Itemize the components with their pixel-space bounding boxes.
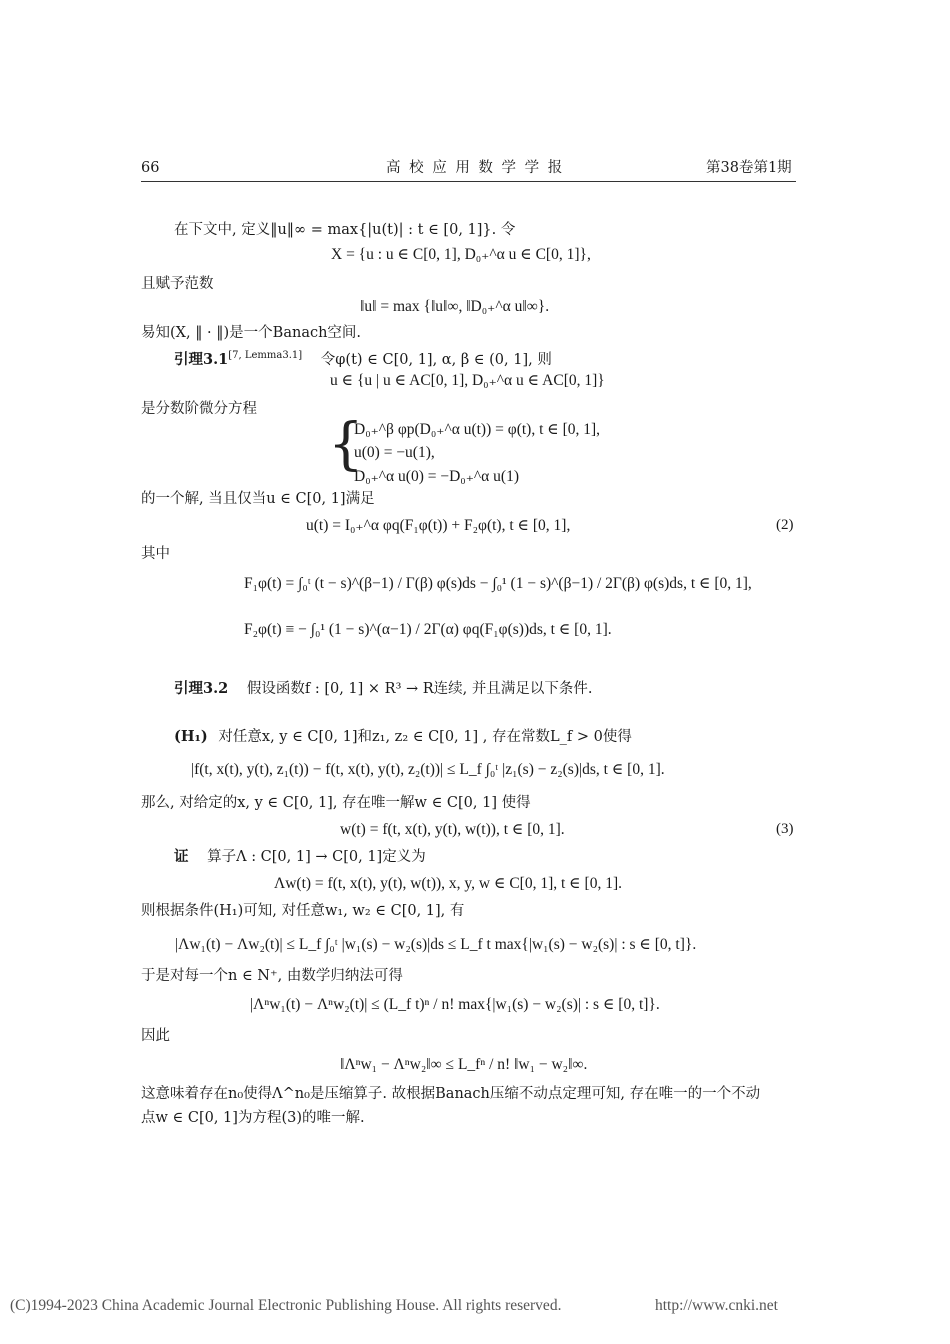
paragraph-line: 于是对每一个n ∈ N⁺, 由数学归纳法可得 <box>141 968 403 984</box>
paragraph-line: 因此 <box>141 1028 170 1044</box>
equation: |f(t, x(t), y(t), z₁(t)) − f(t, x(t), y(t), z₂(t))| ≤ L_f ∫₀ᵗ |z₁(s) − z₂(s)|ds, t ∈ [0, 1]. <box>191 761 665 778</box>
equation: Λw(t) = f(t, x(t), y(t), w(t)), x, y, w ∈ C[0, 1], t ∈ [0, 1]. <box>274 875 622 892</box>
equation-number: (2) <box>776 517 794 533</box>
header-rule <box>141 181 796 182</box>
paragraph-line: 这意味着存在n₀使得Λ^n₀是压缩算子. 故根据Banach压缩不动点定理可知, 存在唯一的一个不动 <box>141 1086 761 1102</box>
equation: F₁φ(t) = ∫₀ᵗ (t − s)^(β−1) / Γ(β) φ(s)ds − ∫₀¹ (1 − s)^(β−1) / 2Γ(β) φ(s)ds, t ∈ [0, 1], <box>244 575 752 592</box>
paragraph-line: 在下文中, 定义‖u‖∞ = max{|u(t)| : t ∈ [0, 1]}. 令 <box>174 222 516 238</box>
lemma-citation: [7, Lemma3.1] <box>228 350 303 361</box>
lemma-statement: 令φ(t) ∈ C[0, 1], α, β ∈ (0, 1], 则 <box>320 351 552 368</box>
equation: |Λⁿw₁(t) − Λⁿw₂(t)| ≤ (L_f t)ⁿ / n! max{|w₁(s) − w₂(s)| : s ∈ [0, t]}. <box>250 996 660 1013</box>
journal-title: 高 校 应 用 数 学 学 报 <box>386 160 565 176</box>
condition-label: (H₁) <box>174 728 208 745</box>
proof <box>174 848 426 866</box>
paragraph-line: 其中 <box>141 546 170 562</box>
paragraph-line: 则根据条件(H₁)可知, 对任意w₁, w₂ ∈ C[0, 1], 有 <box>141 903 465 919</box>
system-equation: D₀₊^β φp(D₀₊^α u(t)) = φ(t), t ∈ [0, 1], <box>354 421 601 438</box>
source-url: http://www.cnki.net <box>655 1297 778 1314</box>
condition-h1 <box>174 728 632 746</box>
lemma-label: 引理3.1 <box>174 350 229 368</box>
equation-number: (3) <box>776 821 794 837</box>
lemma-3-2 <box>174 680 593 698</box>
equation: F₂φ(t) ≡ − ∫₀¹ (1 − s)^(α−1) / 2Γ(α) φq(F₁φ(s))ds, t ∈ [0, 1]. <box>244 621 612 638</box>
paragraph-line: 的一个解, 当且仅当u ∈ C[0, 1]满足 <box>141 491 375 507</box>
condition-text: 对任意x, y ∈ C[0, 1]和z₁, z₂ ∈ C[0, 1] , 存在常数L_f > 0使得 <box>218 729 632 745</box>
equation: ‖Λⁿw₁ − Λⁿw₂‖∞ ≤ L_fⁿ / n! ‖w₁ − w₂‖∞. <box>340 1056 588 1073</box>
equation: u ∈ {u | u ∈ AC[0, 1], D₀₊^α u ∈ AC[0, 1]} <box>330 372 605 389</box>
equation: ‖u‖ = max {‖u‖∞, ‖D₀₊^α u‖∞}. <box>360 298 550 315</box>
page-number: 66 <box>141 160 160 176</box>
equation: u(t) = I₀₊^α φq(F₁φ(t)) + F₂φ(t), t ∈ [0, 1], <box>306 517 571 534</box>
paragraph-line: 且赋予范数 <box>141 276 214 292</box>
equation: X = {u : u ∈ C[0, 1], D₀₊^α u ∈ C[0, 1]}, <box>331 246 591 263</box>
lemma-statement: 假设函数f : [0, 1] × R³ → R连续, 并且满足以下条件. <box>246 681 593 697</box>
equation: |Λw₁(t) − Λw₂(t)| ≤ L_f ∫₀ᵗ |w₁(s) − w₂(s)|ds ≤ L_f t max{|w₁(s) − w₂(s)| : s ∈ [0, t]}. <box>175 936 697 953</box>
equation: w(t) = f(t, x(t), y(t), w(t)), t ∈ [0, 1]. <box>340 821 565 838</box>
copyright-notice: (C)1994-2023 China Academic Journal Electronic Publishing House. All rights reserved. <box>10 1297 562 1314</box>
lemma-label: 引理3.2 <box>174 680 229 697</box>
lemma-3-1 <box>174 347 552 369</box>
issue-label: 第38卷第1期 <box>706 160 792 176</box>
proof-label: 证 <box>174 848 189 865</box>
system-equation: u(0) = −u(1), <box>354 444 435 461</box>
left-brace: { <box>328 412 364 477</box>
paragraph-line: 易知(X, ‖ · ‖)是一个Banach空间. <box>141 325 362 341</box>
proof-text: 算子Λ : C[0, 1] → C[0, 1]定义为 <box>207 849 426 865</box>
paragraph-line: 点w ∈ C[0, 1]为方程(3)的唯一解. <box>141 1110 365 1126</box>
paragraph-line: 那么, 对给定的x, y ∈ C[0, 1], 存在唯一解w ∈ C[0, 1] 使得 <box>141 795 531 811</box>
system-equation: D₀₊^α u(0) = −D₀₊^α u(1) <box>354 468 519 485</box>
paragraph-line: 是分数阶微分方程 <box>141 401 257 417</box>
